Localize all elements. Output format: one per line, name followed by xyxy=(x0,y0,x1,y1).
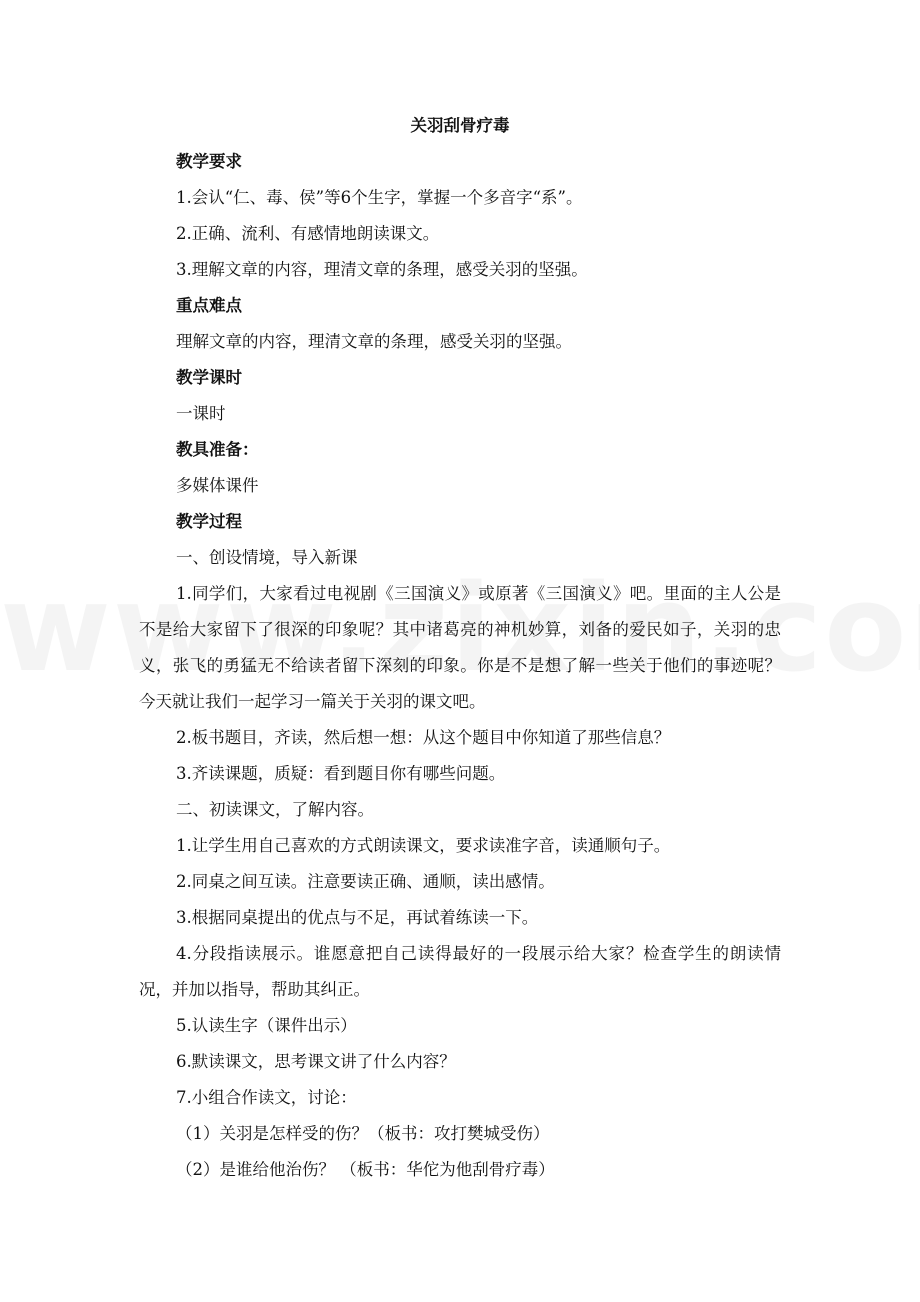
discussion-question: （2）是谁给他治伤？ （板书：华佗为他刮骨疗毒） xyxy=(176,1160,555,1179)
process-item: 5.认读生字（课件出示） xyxy=(176,1016,357,1035)
process-item: 3.齐读课题，质疑：看到题目你有哪些问题。 xyxy=(176,764,506,783)
class-hours-text: 一课时 xyxy=(176,404,226,423)
process-item: 3.根据同桌提出的优点与不足，再试着练读一下。 xyxy=(176,908,539,927)
process-item: 2.同桌之间互读。注意要读正确、通顺，读出感情。 xyxy=(176,872,555,891)
heading-key-points: 重点难点 xyxy=(176,296,242,315)
requirement-item: 2.正确、流利、有感情地朗读课文。 xyxy=(176,224,440,243)
requirement-item: 1.会认“仁、毒、侯”等6个生字，掌握一个多音字“系”。 xyxy=(176,188,583,207)
key-points-text: 理解文章的内容，理清文章的条理，感受关羽的坚强。 xyxy=(176,332,572,351)
process-part2-title: 二、初读课文，了解内容。 xyxy=(176,800,374,819)
process-item: 2.板书题目，齐读，然后想一想：从这个题目中你知道了那些信息？ xyxy=(176,728,671,747)
process-item: 1.同学们，大家看过电视剧《三国演义》或原著《三国演义》吧。里面的主人公是不是给大家留下了很深的印象呢？其中诸葛亮的神机妙算，刘备的爱民如子，关羽的忠义，张飞的勇猛无不给读者留下深刻的印象。你是不是想了解一些关于他们的事迹呢？今天就让我们一起学习一篇关于关羽的课文吧。 xyxy=(139,584,781,711)
document-body xyxy=(139,108,781,1188)
process-item: 7.小组合作读文，讨论： xyxy=(176,1088,357,1107)
process-item: 1.让学生用自己喜欢的方式朗读课文，要求读准字音，读通顺句子。 xyxy=(176,836,671,855)
heading-requirements: 教学要求 xyxy=(176,152,242,171)
heading-class-hours: 教学课时 xyxy=(176,368,242,387)
heading-materials: 教具准备： xyxy=(176,440,259,459)
process-part1-title: 一、创设情境，导入新课 xyxy=(176,548,358,567)
materials-text: 多媒体课件 xyxy=(176,476,259,495)
requirement-item: 3.理解文章的内容，理清文章的条理，感受关羽的坚强。 xyxy=(176,260,588,279)
process-item: 4.分段指读展示。谁愿意把自己读得最好的一段展示给大家？检查学生的朗读情况，并加以指导，帮助其纠正。 xyxy=(139,944,781,999)
discussion-question: （1）关羽是怎样受的伤？（板书：攻打樊城受伤） xyxy=(176,1124,550,1143)
page-title: 关羽刮骨疗毒 xyxy=(410,116,510,135)
process-item: 6.默读课文，思考课文讲了什么内容？ xyxy=(176,1052,456,1071)
heading-process: 教学过程 xyxy=(176,512,242,531)
